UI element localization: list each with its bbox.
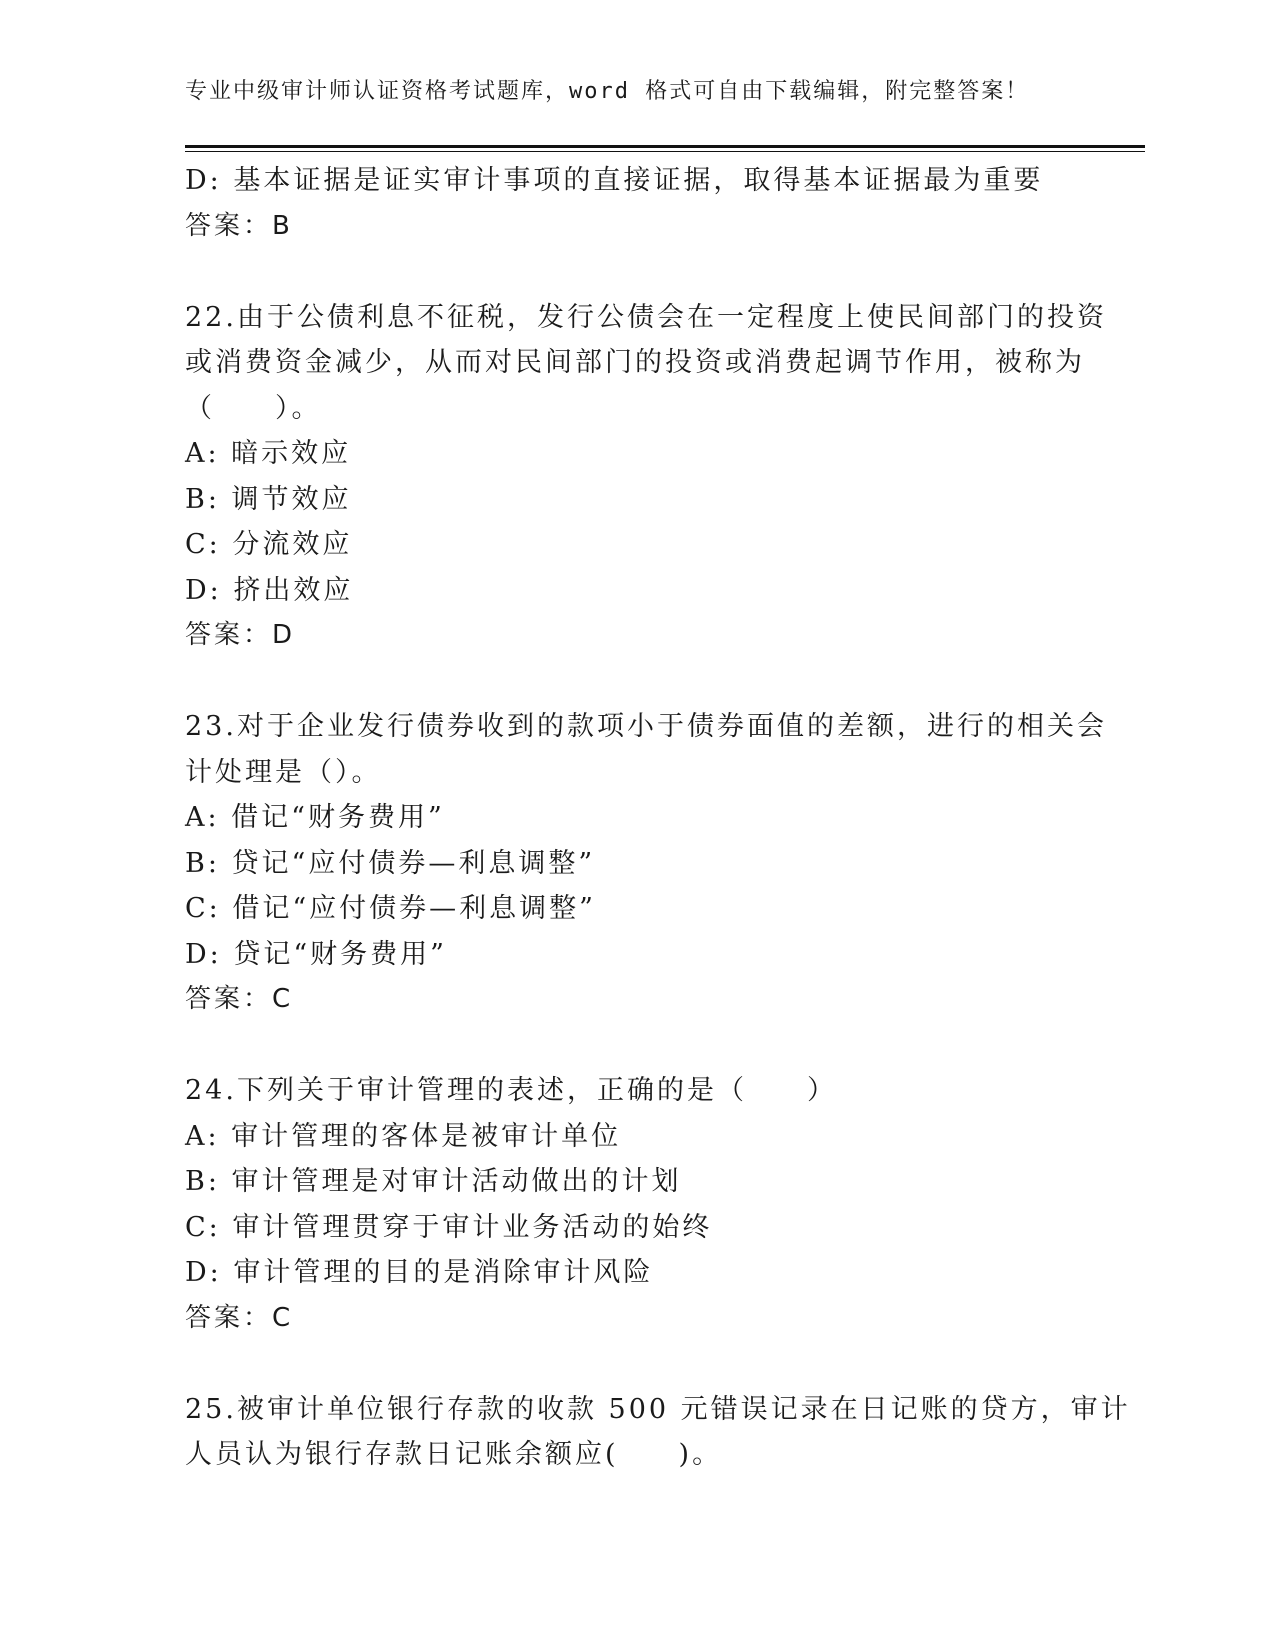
question-stem-line: 25.被审计单位银行存款的收款 500 元错误记录在日记账的贷方，审计 bbox=[185, 1393, 1131, 1425]
header-divider-thick bbox=[185, 145, 1145, 148]
question-stem-line: （ ）。 bbox=[185, 392, 322, 424]
question-content bbox=[185, 158, 1131, 1478]
option-c: C: 分流效应 bbox=[185, 529, 353, 560]
page-header: 专业中级审计师认证资格考试题库，word 格式可自由下载编辑，附完整答案！ bbox=[185, 79, 1030, 104]
question-stem-line: 或消费资金减少，从而对民间部门的投资或消费起调节作用，被称为 bbox=[185, 347, 1085, 378]
prev-answer: 答案：B bbox=[185, 210, 293, 241]
option-c: C: 借记“应付债券—利息调整” bbox=[185, 893, 596, 924]
question-stem-line: 22.由于公债利息不征税，发行公债会在一定程度上使民间部门的投资 bbox=[185, 301, 1107, 333]
question-stem-line: 计处理是（）。 bbox=[185, 756, 382, 788]
question-22 bbox=[185, 295, 1107, 659]
option-a: A: 审计管理的客体是被审计单位 bbox=[185, 1120, 622, 1152]
question-stem-line: 24.下列关于审计管理的表述，正确的是（ ） bbox=[185, 1075, 837, 1106]
header-divider-thin bbox=[185, 151, 1145, 152]
question-stem-line: 人员认为银行存款日记账余额应( )。 bbox=[185, 1439, 723, 1470]
spacer bbox=[185, 659, 1085, 705]
spacer bbox=[185, 1023, 1085, 1069]
option-a: A: 暗示效应 bbox=[185, 438, 352, 469]
question-23 bbox=[185, 704, 1107, 1023]
question-24 bbox=[185, 1068, 1085, 1341]
spacer bbox=[185, 249, 1085, 295]
answer: 答案：C bbox=[185, 984, 294, 1014]
option-d: D: 审计管理的目的是消除审计风险 bbox=[185, 1257, 654, 1288]
question-stem-line: 23.对于企业发行债券收到的款项小于债券面值的差额，进行的相关会 bbox=[185, 711, 1107, 742]
answer: 答案：C bbox=[185, 1302, 294, 1333]
option-d: D: 贷记“财务费用” bbox=[185, 938, 447, 970]
option-b: B: 调节效应 bbox=[185, 483, 352, 515]
option-b: B: 审计管理是对审计活动做出的计划 bbox=[185, 1166, 682, 1197]
prev-option-d: D: 基本证据是证实审计事项的直接证据，取得基本证据最为重要 bbox=[185, 165, 1044, 196]
spacer bbox=[185, 1341, 1085, 1387]
option-d: D: 挤出效应 bbox=[185, 574, 354, 606]
answer: 答案：D bbox=[185, 620, 296, 650]
option-c: C: 审计管理贯穿于审计业务活动的始终 bbox=[185, 1211, 713, 1243]
option-b: B: 贷记“应付债券—利息调整” bbox=[185, 847, 596, 879]
option-a: A: 借记“财务费用” bbox=[185, 802, 445, 833]
question-25 bbox=[185, 1387, 1131, 1478]
